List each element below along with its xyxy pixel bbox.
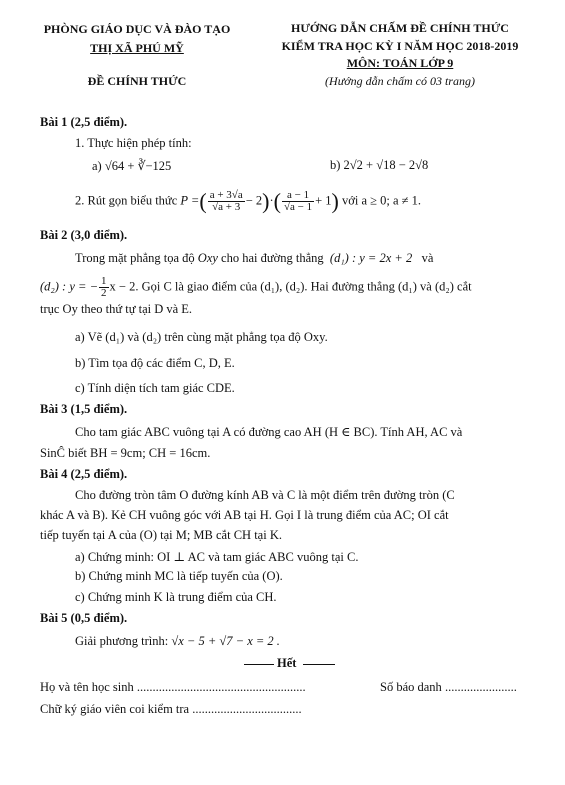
header-right (265, 20, 535, 90)
half-fraction: $\frac{1}{2}$ (101, 275, 107, 299)
candidate-number-label: Số báo danh (380, 680, 442, 694)
header-left (22, 20, 252, 91)
proctor-signature-line (40, 702, 302, 717)
problem-3-line-2: SinĈ biết BH = 9cm; CH = 16cm. (40, 446, 211, 460)
student-name-blank: ...................................................... (136, 680, 306, 694)
problem-2-a: a) Vẽ (d₁) và (d₂) trên cùng mặt phẳng tọa độ Oxy. (75, 330, 328, 344)
problem-4-line-3: tiếp tuyến tại A của (O) tại M; MB cắt CH tại K. (40, 528, 282, 542)
problem-2-title: Bài 2 (3,0 điểm). (40, 228, 128, 242)
problem-4-line-1: Cho đường tròn tâm O đường kính AB và C là một điểm trên đường tròn (C (75, 488, 455, 502)
problem-2-line-1: Trong mặt phẳng tọa độ Oxy cho hai đường thẳng (d₁) : y = 2x + 2 và (75, 251, 434, 265)
problem-4-c: c) Chứng minh K là trung điểm của CH. (75, 590, 277, 604)
problem-4-a: a) Chứng minh: OI ⊥ AC và tam giác ABC vuông tại C. (75, 550, 359, 564)
q2-prefix: 2. Rút gọn biểu thức (75, 193, 178, 208)
problem-1-qa (92, 158, 171, 174)
proctor-signature-blank: ................................... (192, 702, 302, 716)
candidate-number-blank: ....................... (444, 680, 517, 694)
q2-dot: · (269, 193, 274, 208)
fraction-1: $\frac{a + 3√a}{√a + 3}$ (209, 189, 243, 213)
problem-2-line-3: trục Oy theo thứ tự tại D và E. (40, 302, 193, 316)
problem-3-line-1: Cho tam giác ABC vuông tại A có đường cao AH (H ∈ BC). Tính AH, AC và (75, 425, 463, 439)
problem-4-title: Bài 4 (2,5 điểm). (40, 467, 128, 481)
qb-label: b) (330, 158, 341, 172)
department-name: PHÒNG GIÁO DỤC VÀ ĐÀO TẠO (43, 22, 231, 36)
guide-title: HƯỚNG DẪN CHẤM ĐỀ CHÍNH THỨC (291, 21, 509, 35)
proctor-signature-label: Chữ ký giáo viên coi kiểm tra (40, 702, 190, 716)
problem-4-line-2: khác A và B). Kẻ CH vuông góc với AB tại H. Gọi I là trung điểm của AC; OI cắt (40, 508, 449, 522)
official-label: ĐỀ CHÍNH THỨC (87, 74, 187, 88)
problem-3-title: Bài 3 (1,5 điểm). (40, 402, 128, 416)
problem-2-b: b) Tìm tọa độ các điểm C, D, E. (75, 356, 235, 370)
qa-label: a) (92, 159, 102, 173)
q2-plus-one: + 1 (315, 193, 332, 208)
problem-5-line-1: Giải phương trình: √x − 5 + √7 − x = 2 . (75, 634, 280, 648)
q2-minus-two: − 2 (245, 193, 263, 208)
q2-p: P = (180, 193, 200, 208)
problem-2-c: c) Tính diện tích tam giác CDE. (75, 381, 235, 395)
fraction-2: $\frac{a - 1}{√a - 1}$ (283, 189, 313, 213)
end-rule-left (244, 664, 274, 665)
subject-title: MÔN: TOÁN LỚP 9 (346, 56, 454, 70)
problem-1-qb (330, 158, 428, 173)
end-marker: Hết (277, 656, 297, 670)
page-count-note: (Hướng dẫn chấm có 03 trang) (325, 73, 475, 88)
problem-4-b: b) Chứng minh MC là tiếp tuyến của (O). (75, 569, 283, 583)
problem-5-title: Bài 5 (0,5 điểm). (40, 611, 128, 625)
problem-1-title: Bài 1 (2,5 điểm). (40, 115, 128, 129)
problem-1-q2: 2. Rút gọn biểu thức P =( $\frac{a + 3√a}{√a + 3}$ − 2)·( $\frac{a - 1}{√a - 1}$ + 1) với a ≥ 0; a ≠ 1. (75, 188, 421, 214)
end-rule-right (303, 664, 335, 665)
q2-condition: với a ≥ 0; a ≠ 1. (342, 193, 421, 208)
exam-title: KIỂM TRA HỌC KỲ I NĂM HỌC 2018-2019 (281, 38, 519, 53)
student-name-label: Họ và tên học sinh (40, 680, 134, 694)
qa-expression: √64 + ∛−125 (104, 159, 172, 173)
student-name-line (40, 680, 306, 695)
town-name: THỊ XÃ PHÚ MỸ (90, 41, 184, 55)
problem-2-line-2: (d₂) : y = − $\frac{1}{2}$ x − 2. Gọi C là giao điểm của (d₁), (d₂). Hai đường thẳng (d₁) và (d₂) cắt (40, 275, 472, 299)
problem-1-q1: 1. Thực hiện phép tính: (75, 136, 192, 150)
candidate-number-line (380, 680, 517, 695)
qb-expression: 2√2 + √18 − 2√8 (343, 158, 429, 172)
